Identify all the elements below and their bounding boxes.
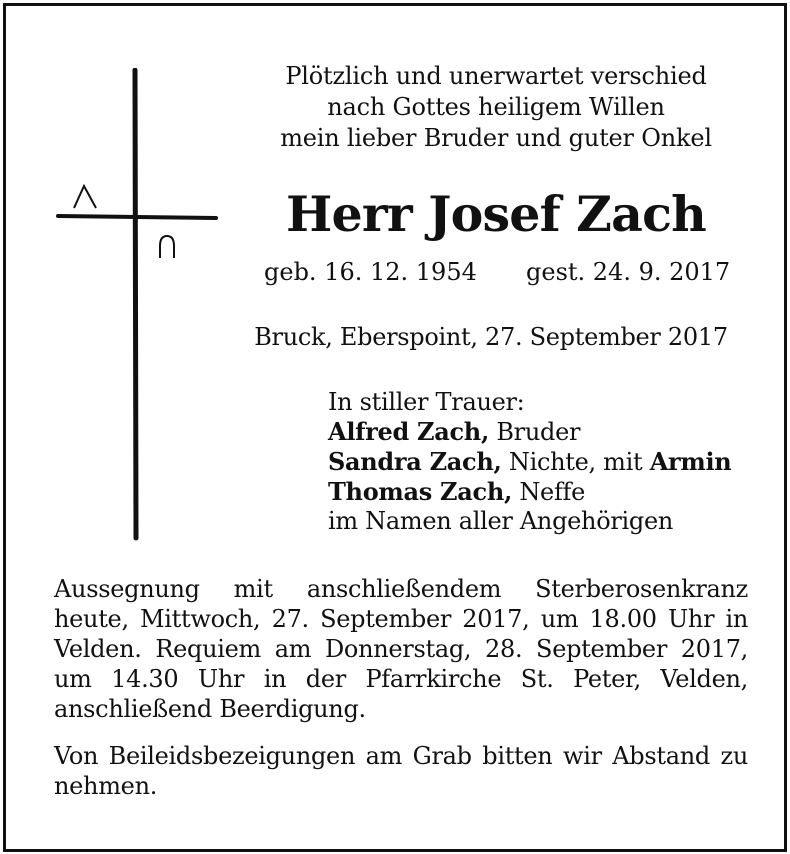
mourner-name: Armin — [649, 447, 732, 476]
mourner-name: Sandra Zach, — [328, 447, 502, 476]
mourner-relation: Bruder — [489, 418, 581, 446]
deceased-name: Herr Josef Zach — [286, 185, 706, 243]
obituary-notice — [3, 3, 787, 852]
alpha-symbol — [74, 186, 96, 208]
mourner-name: Alfred Zach, — [328, 417, 490, 446]
mourner-relation: Nichte, mit — [501, 448, 650, 476]
cross-icon — [56, 68, 226, 548]
mourners-heading: In stiller Trauer: — [328, 388, 525, 416]
cross-vertical-beam — [135, 70, 136, 538]
condolence-request-paragraph: Von Beileidsbezeigungen am Grab bitten wir Abstand zu nehmen. — [54, 742, 748, 800]
mourner-relation: Neffe — [512, 478, 586, 506]
intro-line: nach Gottes heiligem Willen — [327, 93, 665, 121]
mourner-line — [328, 477, 758, 507]
mourner-line — [328, 417, 758, 447]
omega-symbol — [160, 236, 174, 258]
cross-horizontal-beam — [58, 216, 216, 218]
intro-line: Plötzlich und unerwartet verschied — [285, 62, 707, 90]
intro-line: mein lieber Bruder und guter Onkel — [280, 124, 712, 152]
mourner-line — [328, 447, 758, 477]
death-date: gest. 24. 9. 2017 — [526, 258, 731, 286]
mourners-closing: im Namen aller Angehörigen — [328, 507, 674, 535]
funeral-details-paragraph: Aussegnung mit anschließendem Sterberosenkranz heute, Mittwoch, 27. September 2017, um 18.00 Uhr in Velden. Requiem am Donnerstag, 28. September 2017, um 14.30 Uhr in der Pfarrkirche St. Peter, Velden, anschließend Beerdigung. — [54, 575, 748, 723]
mourner-name: Thomas Zach, — [328, 477, 513, 506]
birth-date: geb. 16. 12. 1954 — [264, 258, 477, 286]
mourners-block — [328, 388, 758, 536]
intro-text — [246, 61, 746, 154]
place-and-date: Bruck, Eberspoint, 27. September 2017 — [254, 323, 728, 351]
